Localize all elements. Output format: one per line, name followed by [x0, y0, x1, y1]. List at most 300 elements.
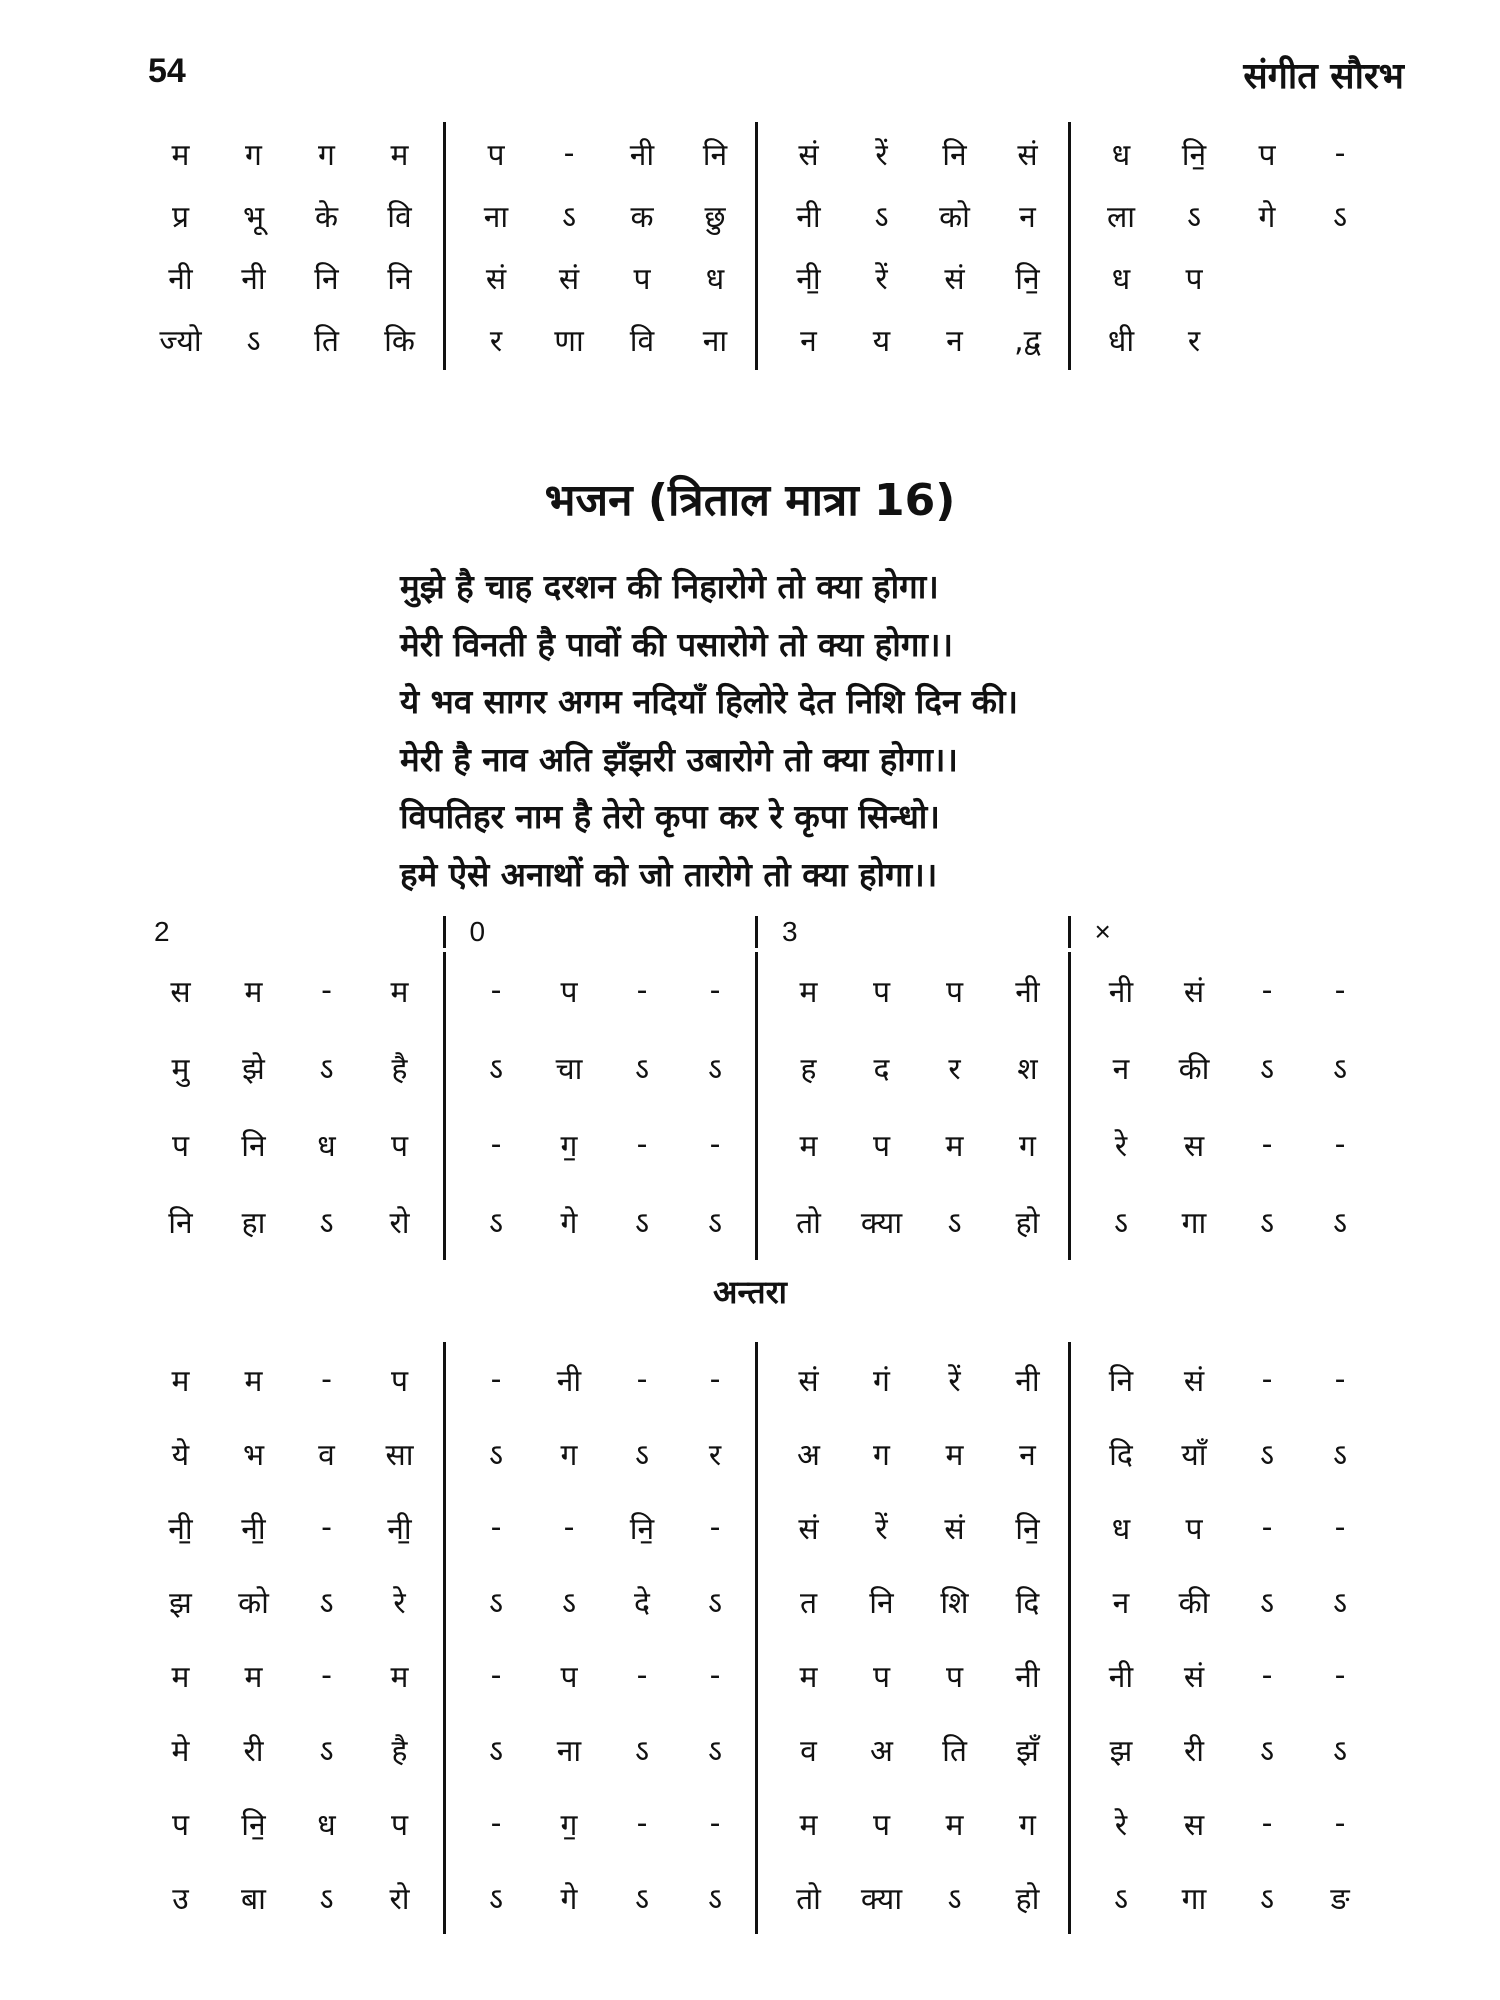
notation-cell: ध [1111, 1511, 1131, 1547]
notation-cell: य [872, 323, 891, 359]
vibhag [1068, 1490, 1381, 1564]
notation-cell: ध [317, 1129, 336, 1164]
vibhag [755, 1490, 1068, 1564]
notation-cell: प [487, 137, 505, 173]
notation-cell: ये [171, 1437, 190, 1473]
vibhag [755, 1029, 1068, 1106]
notation-cell: म [799, 1659, 818, 1695]
notation-row [130, 1106, 1380, 1183]
notation-cell: र [948, 1052, 961, 1087]
notation-cell: को [238, 1585, 269, 1621]
taal-mark: 0 [469, 916, 486, 947]
bhajan-lyrics [400, 558, 1018, 903]
notation-cell: ऽ [1332, 199, 1347, 235]
vibhag [755, 1106, 1068, 1183]
notation-cell: सं [485, 261, 507, 297]
vibhag [443, 916, 756, 948]
notation-cell: - [321, 1657, 332, 1693]
notation-cell: म [945, 1807, 964, 1843]
notation-cell: नि [1108, 1363, 1134, 1399]
vibhag [755, 184, 1068, 246]
notation-cell: म [244, 1363, 263, 1399]
notation-cell: नि [241, 1129, 266, 1164]
notation-cell: ऽ [1259, 1052, 1274, 1087]
notation-cell: ऽ [634, 1881, 649, 1917]
notation-cell: - [709, 973, 721, 1008]
notation-cell: झ [169, 1585, 192, 1621]
notation-cell: म [171, 1659, 190, 1695]
notation-cell: ऽ [1332, 1052, 1347, 1087]
notation-cell: सं [944, 1511, 965, 1547]
notation-cell: - [709, 1127, 721, 1162]
notation-cell: व [318, 1437, 335, 1473]
notation-cell: - [1261, 1657, 1273, 1693]
notation-cell: रे [1114, 1807, 1128, 1843]
notation-cell: न [1112, 1585, 1130, 1621]
notation-cell: त [799, 1585, 818, 1621]
notation-cell: नि [942, 137, 967, 173]
notation-cell: झे [242, 1052, 265, 1087]
notation-cell: नि॒ [629, 1511, 655, 1547]
vibhag [1068, 122, 1381, 184]
taal-mark: 3 [782, 916, 798, 947]
notation-cell: प [872, 1659, 891, 1695]
notation-cell: - [490, 1361, 502, 1397]
vibhag [755, 1712, 1068, 1786]
notation-cell: ङ [1330, 1881, 1350, 1917]
notation-cell: नी [1015, 1659, 1040, 1695]
vibhag [1068, 916, 1381, 948]
lyric-line: मुझे है चाह दरशन की निहारोगे तो क्या होगा। [400, 567, 939, 606]
notation-row [130, 1786, 1380, 1860]
vibhag [443, 246, 756, 308]
vibhag [755, 1786, 1068, 1860]
vibhag [1068, 1106, 1381, 1183]
notation-cell: ऽ [319, 1052, 334, 1087]
notation-cell: ऽ [1113, 1881, 1128, 1917]
notation-cell: सं [798, 1363, 819, 1399]
notation-cell: नी [241, 261, 266, 297]
vibhag [443, 1183, 756, 1260]
vibhag [755, 1342, 1068, 1416]
notation-cell: स [1183, 1807, 1205, 1843]
notation-cell: हो [1015, 1881, 1040, 1917]
notation-cell: म [244, 1659, 263, 1695]
notation-cell: ऽ [1113, 1206, 1128, 1241]
vibhag [755, 1860, 1068, 1934]
notation-cell: क्या [860, 1881, 903, 1917]
notation-cell: रें [875, 261, 888, 297]
notation-cell: व [800, 1733, 817, 1769]
vibhag [130, 916, 443, 948]
notation-cell: - [490, 1657, 502, 1693]
notation-cell: ऽ [246, 323, 261, 359]
vibhag [1068, 952, 1381, 1029]
notation-cell: सं [1183, 975, 1205, 1010]
notation-cell: प [1185, 261, 1203, 297]
notation-row [130, 1490, 1380, 1564]
notation-cell: - [636, 973, 648, 1008]
notation-cell: प [171, 1807, 190, 1843]
notation-cell: - [321, 1509, 332, 1545]
notation-cell: है [391, 1733, 408, 1769]
notation-cell: ना [702, 323, 728, 359]
vibhag [130, 1342, 443, 1416]
vibhag [130, 184, 443, 246]
lyric-line: मेरी है नाव अति झँझरी उबारोगे तो क्या होगा।। [400, 739, 958, 779]
notation-cell: नि [387, 261, 412, 297]
vibhag [130, 1416, 443, 1490]
notation-cell: ऽ [707, 1206, 722, 1241]
notation-cell: ति [942, 1733, 967, 1769]
notation-cell: म [799, 1807, 818, 1843]
notation-cell: - [709, 1805, 721, 1841]
book-title: संगीत सौरभ [1243, 56, 1404, 97]
vibhag [130, 308, 443, 370]
notation-cell: मे [171, 1733, 190, 1769]
vibhag [1068, 1638, 1381, 1712]
notation-cell: - [709, 1509, 721, 1545]
notation-cell: म [244, 975, 263, 1010]
vibhag [130, 1183, 443, 1260]
notation-cell: नी॒ [241, 1511, 266, 1547]
vibhag [443, 1106, 756, 1183]
vibhag [1068, 1860, 1381, 1934]
notation-cell: की [1178, 1052, 1210, 1087]
notation-cell: ग [560, 1437, 578, 1473]
notation-cell: नी [556, 1363, 582, 1399]
vibhag [130, 1712, 443, 1786]
notation-cell: ऽ [707, 1585, 722, 1621]
notation-cell: ऽ [561, 1585, 576, 1621]
notation-cell: म [799, 1129, 818, 1164]
vibhag [1068, 1786, 1381, 1860]
notation-cell: - [636, 1127, 648, 1162]
notation-cell: - [1261, 1361, 1273, 1397]
notation-cell: म [390, 1659, 409, 1695]
notation-cell: - [709, 1657, 721, 1693]
notation-cell: वि [629, 323, 655, 359]
notation-cell: शि [940, 1585, 969, 1621]
lyric-line: हमे ऐसे अनाथों को जो तारोगे तो क्या होगा।। [400, 854, 938, 894]
notation-cell: ज्यो [159, 323, 202, 359]
vibhag [755, 1183, 1068, 1260]
notation-cell: - [1261, 973, 1273, 1008]
notation-cell: नि॒ [241, 1807, 266, 1843]
vibhag [755, 246, 1068, 308]
taal-mark-row [130, 912, 1380, 952]
notation-cell: - [1334, 135, 1346, 171]
top-notation-table [130, 122, 1380, 370]
notation-row [130, 1712, 1380, 1786]
notation-cell: ध [1111, 261, 1131, 297]
notation-cell: ग [318, 137, 335, 173]
notation-cell: नी [1108, 1659, 1134, 1695]
notation-cell: ऽ [1332, 1733, 1347, 1769]
notation-cell: सं [798, 137, 819, 173]
notation-cell: ग [1019, 1807, 1036, 1843]
notation-cell: दि [1109, 1437, 1133, 1473]
vibhag [130, 1490, 443, 1564]
vibhag [755, 308, 1068, 370]
notation-cell: ऽ [634, 1437, 649, 1473]
notation-cell: द [873, 1052, 890, 1087]
notation-cell: नि॒ [1015, 261, 1040, 297]
notation-cell: ऽ [1332, 1585, 1347, 1621]
notation-cell: - [321, 973, 332, 1008]
notation-cell: ऽ [488, 1206, 503, 1241]
notation-cell: झँ [1016, 1733, 1039, 1769]
vibhag [1068, 1183, 1381, 1260]
bhajan-heading: भजन (त्रिताल मात्रा 16) [544, 475, 956, 526]
notation-cell: रो [389, 1206, 410, 1241]
notation-cell: - [563, 135, 575, 171]
sthayi-notation-table [130, 912, 1380, 1260]
notation-cell: - [490, 973, 502, 1008]
notation-cell: र [489, 323, 503, 359]
notation-cell: चा [555, 1052, 583, 1087]
vibhag [755, 1416, 1068, 1490]
notation-cell: ऽ [1186, 199, 1201, 235]
notation-cell: - [1334, 1361, 1346, 1397]
lyric-line: मेरी विनती है पावों की पसारोगे तो क्या होगा।। [400, 624, 953, 664]
notation-cell: सं [798, 1511, 819, 1547]
vibhag [1068, 1342, 1381, 1416]
notation-cell: ऽ [561, 199, 576, 235]
notation-cell: ऽ [707, 1881, 722, 1917]
notation-cell: नी [1015, 1363, 1040, 1399]
notation-cell: मु [171, 1052, 190, 1087]
notation-cell: प [945, 1659, 964, 1695]
notation-row [130, 952, 1380, 1029]
notation-cell: न [946, 323, 963, 359]
notation-cell: नी॒ [387, 1511, 412, 1547]
notation-cell: रे [1114, 1129, 1128, 1164]
notation-cell: ग॒ [560, 1807, 578, 1843]
notation-cell: ऽ [707, 1052, 722, 1087]
notation-cell: ध [317, 1807, 336, 1843]
notation-cell: छु [704, 199, 726, 235]
antara-heading: अन्तरा [713, 1273, 787, 1311]
taal-mark: × [1094, 916, 1111, 947]
taal-mark: 2 [154, 916, 170, 947]
notation-row [130, 308, 1380, 370]
vibhag [443, 1638, 756, 1712]
vibhag [443, 1416, 756, 1490]
lyric-line: विपतिहर नाम है तेरो कृपा कर रे कृपा सिन्धो। [400, 797, 940, 836]
notation-cell: - [636, 1361, 648, 1397]
vibhag [443, 1029, 756, 1106]
notation-cell: - [1334, 1657, 1346, 1693]
notation-cell: क्या [860, 1206, 903, 1241]
notation-cell: रे [393, 1585, 406, 1621]
notation-row [130, 1416, 1380, 1490]
notation-cell: - [321, 1361, 332, 1397]
notation-cell: गे [560, 1881, 578, 1917]
notation-cell: म [171, 137, 190, 173]
notation-cell: ऽ [634, 1733, 649, 1769]
notation-cell: - [709, 1361, 721, 1397]
notation-cell: नि [168, 1206, 193, 1241]
notation-cell: ग॒ [560, 1129, 578, 1164]
notation-cell: ध [705, 261, 725, 297]
notation-cell: अ [797, 1437, 820, 1473]
notation-cell: की [1178, 1585, 1210, 1621]
vibhag [443, 1490, 756, 1564]
notation-cell: ना [483, 199, 509, 235]
vibhag [130, 1106, 443, 1183]
notation-cell: कि [384, 323, 415, 359]
notation-cell: प [390, 1363, 409, 1399]
notation-cell: ऽ [1259, 1437, 1274, 1473]
notation-cell: ऽ [319, 1733, 334, 1769]
notation-cell: गे [1258, 199, 1276, 235]
notation-cell: प [1258, 137, 1276, 173]
vibhag [443, 1860, 756, 1934]
notation-cell: प [1185, 1511, 1203, 1547]
notation-cell: वि [387, 199, 412, 235]
notation-cell: नी॒ [796, 261, 821, 297]
notation-cell: नि॒ [1181, 137, 1207, 173]
notation-cell: - [1334, 1805, 1346, 1841]
lyric-line: ये भव सागर अगम नदियाँ हिलोरे देत निशि दिन की। [400, 682, 1019, 721]
notation-cell: झ [1109, 1733, 1133, 1769]
notation-cell: स [1183, 1129, 1205, 1164]
notation-cell: ऽ [1332, 1206, 1347, 1241]
notation-cell: - [490, 1509, 502, 1545]
notation-cell: ऽ [488, 1733, 503, 1769]
vibhag [443, 1564, 756, 1638]
notation-cell: ऽ [947, 1206, 962, 1241]
notation-cell: सा [385, 1437, 414, 1473]
vibhag [443, 308, 756, 370]
notation-cell: - [1334, 973, 1346, 1008]
vibhag [130, 1029, 443, 1106]
notation-cell: म [390, 975, 409, 1010]
notation-cell: म [945, 1437, 964, 1473]
notation-cell: नी॒ [168, 1511, 193, 1547]
notation-cell: ह [800, 1052, 817, 1087]
notation-cell: ऽ [319, 1585, 334, 1621]
notation-cell: ऽ [947, 1881, 962, 1917]
notation-cell: गा [1181, 1881, 1207, 1917]
notation-cell: र [1187, 323, 1201, 359]
notation-cell: स [170, 975, 191, 1010]
notation-cell: ऽ [488, 1437, 503, 1473]
vibhag [130, 122, 443, 184]
vibhag [130, 1638, 443, 1712]
notation-cell: - [490, 1805, 502, 1841]
vibhag [1068, 246, 1381, 308]
notation-row [130, 122, 1380, 184]
notation-cell: म [945, 1129, 964, 1164]
notation-row [130, 1029, 1380, 1106]
notation-cell: रो [389, 1881, 410, 1917]
notation-cell: ला [1106, 199, 1136, 235]
notation-cell: नी [1108, 975, 1134, 1010]
notation-cell: है [391, 1052, 408, 1087]
notation-cell: ऽ [488, 1585, 503, 1621]
notation-cell: हो [1015, 1206, 1040, 1241]
notation-cell: अ [870, 1733, 893, 1769]
vibhag [130, 1860, 443, 1934]
notation-cell: सं [1017, 137, 1038, 173]
notation-cell: ना [556, 1733, 582, 1769]
notation-cell: र [708, 1437, 722, 1473]
notation-cell: तो [796, 1206, 821, 1241]
notation-cell: ऽ [319, 1881, 334, 1917]
page-number: 54 [148, 52, 186, 90]
notation-cell: नि [869, 1585, 894, 1621]
notation-cell: नि [314, 261, 339, 297]
notation-cell: री [243, 1733, 264, 1769]
notation-cell: सं [558, 261, 580, 297]
notation-cell: प [945, 975, 964, 1010]
vibhag [1068, 184, 1381, 246]
notation-cell: ऽ [1259, 1585, 1274, 1621]
notation-cell: ,द्व [1014, 323, 1041, 359]
notation-cell: प [633, 261, 651, 297]
vibhag [443, 952, 756, 1029]
notation-cell: उ [172, 1881, 189, 1917]
notation-cell: प [171, 1129, 190, 1164]
vibhag [755, 1564, 1068, 1638]
notation-cell: ध [1111, 137, 1131, 173]
vibhag [755, 916, 1068, 948]
notation-cell: भ [242, 1437, 265, 1473]
notation-cell: नि॒ [1015, 1511, 1040, 1547]
vibhag [443, 1786, 756, 1860]
notation-cell: ऽ [634, 1052, 649, 1087]
notation-cell: प [560, 975, 578, 1010]
notation-cell: प [390, 1129, 409, 1164]
notation-cell: रें [875, 1511, 888, 1547]
notation-cell: ग [873, 1437, 890, 1473]
vibhag [130, 1786, 443, 1860]
notation-cell: न [1019, 199, 1036, 235]
notation-cell: - [636, 1805, 648, 1841]
notation-cell: ग [1019, 1129, 1036, 1164]
notation-cell: ऽ [1259, 1881, 1274, 1917]
notation-cell: नि [702, 137, 728, 173]
vibhag [1068, 1416, 1381, 1490]
notation-cell: ऽ [488, 1052, 503, 1087]
vibhag [443, 1342, 756, 1416]
vibhag [443, 122, 756, 184]
notation-cell: गे [560, 1206, 578, 1241]
notation-cell: प [390, 1807, 409, 1843]
notation-row [130, 1638, 1380, 1712]
vibhag [1068, 308, 1381, 370]
notation-cell: नी [168, 261, 193, 297]
antara-notation-table [130, 1342, 1380, 1934]
notation-cell: सं [1183, 1659, 1205, 1695]
vibhag [1068, 1029, 1381, 1106]
notation-cell: - [1334, 1127, 1346, 1162]
notation-row [130, 1564, 1380, 1638]
notation-cell: प [872, 1129, 891, 1164]
notation-cell: म [799, 975, 818, 1010]
notation-cell: भू [242, 199, 265, 235]
notation-row [130, 184, 1380, 246]
notation-cell: बा [241, 1881, 266, 1917]
notation-cell: दे [634, 1585, 650, 1621]
notation-cell: को [939, 199, 970, 235]
notation-cell: न [1112, 1052, 1130, 1087]
notation-cell: - [1334, 1509, 1346, 1545]
notation-cell: ऽ [1259, 1206, 1274, 1241]
notation-cell: ऽ [874, 199, 889, 235]
